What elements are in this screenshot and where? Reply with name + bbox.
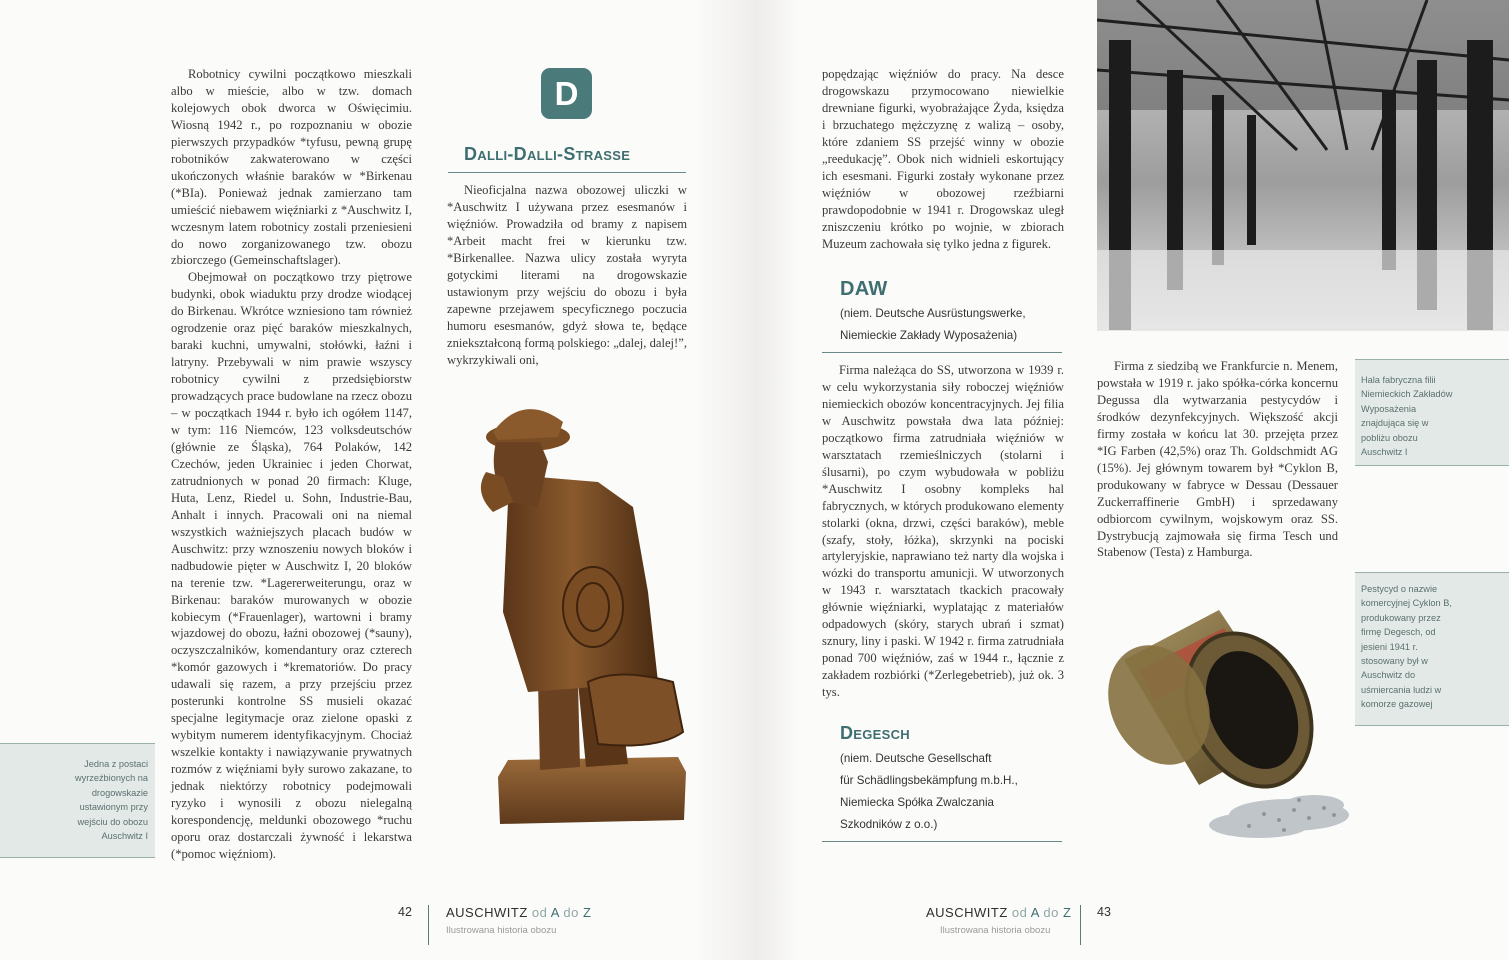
entry-title-daw: DAW (840, 278, 888, 300)
daw-subtitle (840, 303, 1026, 347)
paragraph: Firma należąca do SS, utworzona w 1939 r. w celu wykorzystania siły roboczej więźniów niemieckich obozów koncentracyjnych. Jej filia w Auschwitz powstała dwa lata później: początkowo firma zatrudniała więźniów w warsztatach rzemieślniczych (stolarni i ślusarni), po czym wybudowała w pobliżu *Auschwitz I osobny kompleks hal fabrycznych, w których produkowano elementy stolarki (okna, drzwi, części baraków), meble (szafy, stoły, łóżka), skrzynki na pociski artyleryjskie, naprawiano też narty dla wojska i wózki do transportu amunicji. W utworzonych w 1943 r. warsztatach tkackich pracowały głównie więźniarki, wyplatając z materiałów odpadowych (skóry, starych ubrań i szmat) sznury, liny i paski. W 1942 r. firma zatrudniała ponad 700 więźniów, zaś w 1944 r., łącznie z zakładem rozbiórki (*Zerlegebetrieb), już ok. 3 tys. (822, 363, 1064, 700)
entry-text-degesch (1097, 358, 1338, 561)
running-head-main: AUSCHWITZ (446, 905, 528, 920)
running-head-subtitle: Ilustrowana historia obozu (446, 925, 557, 936)
entry-text-daw (822, 362, 1064, 701)
entry-text-dalli (447, 182, 687, 368)
subtitle-line: (niem. Deutsche Ausrüstungswerke, (840, 307, 1026, 320)
running-head-a: A (550, 905, 560, 920)
wooden-figurine-image (468, 382, 692, 830)
subtitle-line: (niem. Deutsche Gesellschaft (840, 752, 992, 765)
right-page (754, 0, 1509, 960)
paragraph: Firma z siedzibą we Frankfurcie n. Menem, powstała w 1919 r. jako spółka-córka koncernu Degussa dla wytwarzania pestycydów i środków dezynfekcyjnych. Większość akcji firmy została w końcu lat 30. przejęta przez *IG Farben (42,5%) oraz Th. Goldschmidt AG (15%). Jej głównym towarem był *Cyklon B, produkowany w fabryce w Dessau (Dessauer Zuckerraffinerie GmbH) i sprzedawany odbiorcom cywilnym, wojskowym oraz SS. Dystrybucją zajmowała się firma Tesch und Stabenow (Testa) z Hamburga. (1097, 359, 1338, 560)
running-head-od: od (1011, 905, 1028, 920)
title-rule (822, 352, 1062, 353)
running-head (446, 905, 591, 920)
paragraph: popędzając więźniów do pracy. Na desce drogowskazu przymocowano niewielkie drewniane figurki, wyobrażające Żyda, księdza i brzuchatego mężczyznę z walizą – osoby, które zdaniem SS przejść winny w obozie „reedukację”. Obok nich widnieli eskortujący ich esesmani. Figurki zostały wykonane przez więźniów w obozowej rzeźbiarni prawdopodobnie w 1941 r. Drogowskaz uległ zniszczeniu krótko po wojnie, w zbiorach Muzeum zachowała się tylko jedna z figurek. (822, 67, 1064, 251)
running-head-do: do (1043, 905, 1059, 920)
running-head-a: A (1030, 905, 1040, 920)
paragraph: Obejmował on początkowo trzy piętrowe budynki, obok wiaduktu przy drodze wiodącej do Birkenau. Wkrótce wzniesiono tam również ogrodzenie oraz pięć baraków mieszkalnych, baraki kuchni, umywalni, stołówki, łaźni i latryny. Przebywali w nim prawie wszyscy robotnicy cywilni z przedsiębiorstw prowadzących prace budowlane na rzecz obozu – w początkach 1944 r. było ich ogółem 1147, w tym: 116 Niemców, 123 volksdeutschów (głównie ze Śląska), 764 Polaków, 142 Czechów, jeden Ukrainiec i jeden Chorwat, zatrudnionych w ponad 20 firmach: Kluge, Huta, Lenz, Riedel u. Sohn, Industrie-Bau, Anhalt i innych. Pracowali oni na niemal wszystkich ważniejszych placach budów w Auschwitz: przy wznoszeniu nowych bloków i nadbudowie pięter w Auschwitz I, 20 bloków na terenie tzw. *Lagererweiterungu, oraz w Birkenau: baraków murowanych w obozie kobiecym (*Frauenlager), wartowni i bramy wjazdowej do obozu, łaźni obozowej (*sauny), oczyszczalników, komendantury oraz czterech *komór gazowych i *krematoriów. Do pracy udawali się razem, a przy przejściu przez posterunki kontrolne SS musieli okazać specjalne legitymacje oraz zielone opaski z wybitym numerem identyfikacyjnym. Chociaż wszelkie kontakty i nawiązywanie prywatnych rozmów z więźniami były surowo zakazane, to jednak niektórzy robotnicy podejmowali ryzyko i wynosili z obozu nielegalną korespondencję, meldunki obozowego *ruchu oporu oraz dostarczali żywność i lekarstwa (*pomoc więźniom). (171, 270, 412, 861)
subtitle-line: Szkodników z o.o.) (840, 818, 938, 831)
title-rule (448, 172, 686, 173)
hall-caption: Hala fabryczna filii Niemieckich Zakładów Wyposażenia znajdująca się w pobliżu obozu Auschwitz I (1361, 375, 1453, 458)
running-head-main: AUSCHWITZ (926, 905, 1008, 920)
factory-hall-photo (1097, 0, 1509, 331)
running-head-od: od (531, 905, 548, 920)
paragraph: Nieoficjalna nazwa obozowej uliczki w *Auschwitz I używana przez esesmanów i więźniów. Prowadziła od bramy z napisem *Arbeit macht frei w kierunku tzw. *Birkenallee. Nazwa ulicy została wyryta gotyckimi literami na drogowskazie ustawionym przy wejściu do obozu i była zapewne przejawem specyficznego poczucia humoru esesmanów, gdyż słowa te, będące zniekształconą formą polskiego: „dalej, dalej!”, wykrzykiwali oni, (447, 183, 687, 367)
entry-title-dalli: Dalli-Dalli-Strasse (464, 144, 631, 164)
paragraph: Robotnicy cywilni początkowo mieszkali albo w mieście, albo w tzw. domach kolejowych obok dworca w Oświęcimiu. Wiosną 1942 r., po rozpoznaniu w obozie pierwszych przypadków *tyfusu, pewną grupę robotników zakwaterowano w części ukończonych właśnie baraków w *Birkenau (*BIa). Ponieważ jednak zamierzano tam umieścić niebawem więźniarki z *Auschwitz I, wczesnym latem robotnicy zostali przeniesieni do nowo zorganizowanego tzw. obozu zbiorczego (Gemeinschaftslager). (171, 67, 412, 268)
letter-badge: D (541, 68, 592, 119)
footer-divider (1080, 905, 1081, 945)
page-number: 42 (398, 905, 412, 919)
page-number: 43 (1097, 905, 1111, 919)
figurine-caption: Jedna z postaci wyrzeźbionych na drogowskazie ustawionym przy wejściu do obozu Auschwitz I (74, 759, 148, 842)
left-text-column (171, 66, 412, 863)
running-head-z: Z (582, 905, 592, 920)
running-head (926, 905, 1071, 920)
continuation-text (822, 66, 1064, 252)
running-head-do: do (563, 905, 579, 920)
subtitle-line: für Schädlingsbekämpfung m.b.H., (840, 774, 1018, 787)
entry-title-degesch: Degesch (840, 723, 910, 743)
left-page (0, 0, 754, 960)
cyclone-caption: Pestycyd o nazwie komercyjnej Cyklon B, produkowany przez firmę Degesch, od jesieni 1941 r. stosowany był w Auschwitz do uśmiercania ludzi w komorze gazowej (1361, 584, 1452, 710)
cyclone-can-image (1084, 600, 1359, 845)
footer-divider (428, 905, 429, 945)
subtitle-line: Niemiecka Spółka Zwalczania (840, 796, 995, 809)
degesch-subtitle (840, 748, 1018, 836)
running-head-z: Z (1062, 905, 1072, 920)
subtitle-line: Niemieckie Zakłady Wyposażenia) (840, 329, 1018, 342)
running-head-subtitle: Ilustrowana historia obozu (940, 925, 1051, 936)
title-rule (822, 841, 1062, 842)
